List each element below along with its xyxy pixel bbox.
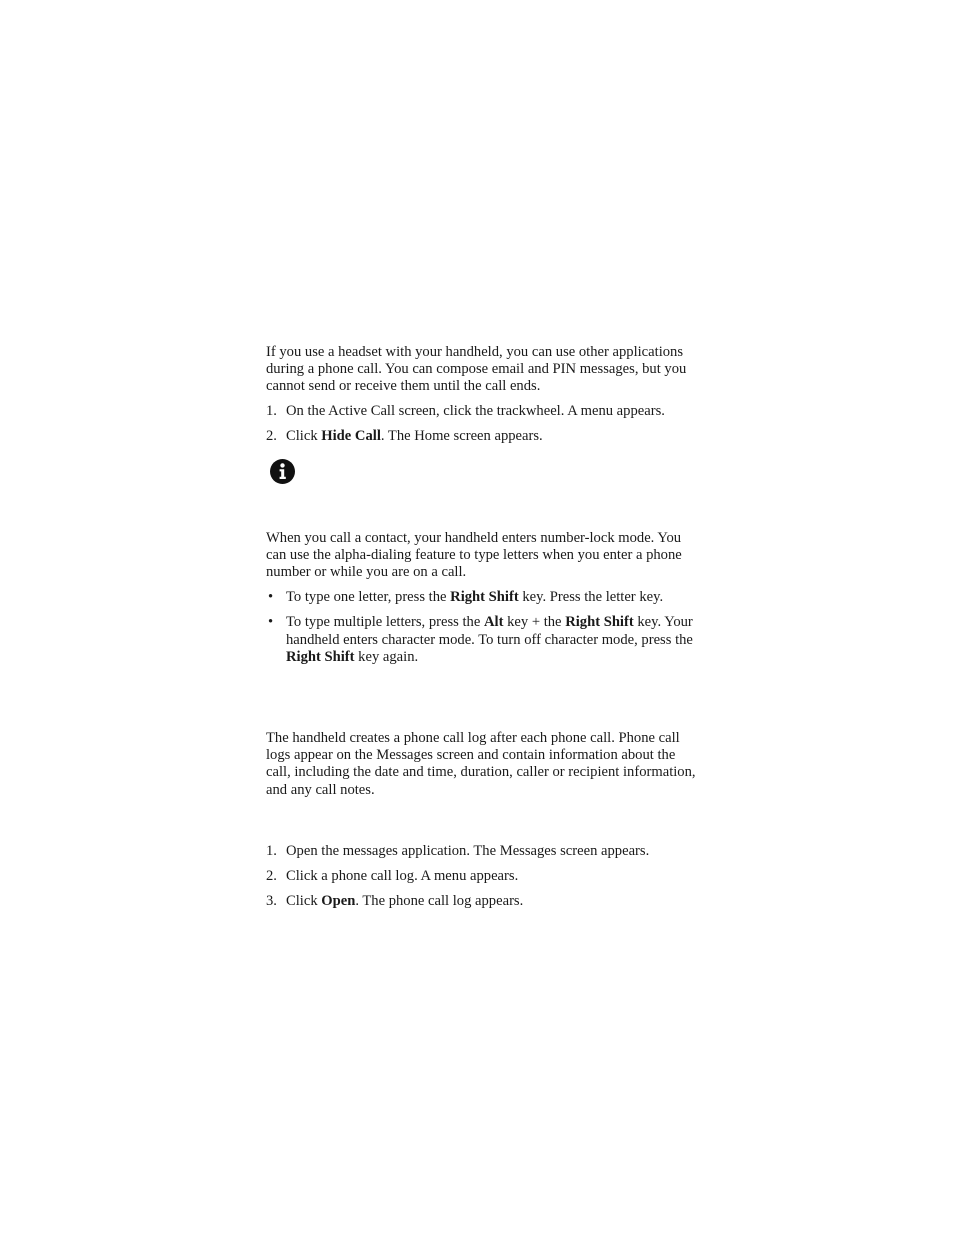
- paragraph-text: When you call a contact, your handheld enters number-lock mode. You can use the alpha-dialing feature to type letters when you enter a phone number or while you are on a call.: [266, 530, 682, 581]
- bullet-text-part: key. Press the letter key.: [518, 589, 664, 605]
- bullet-text-part: key + the: [503, 614, 566, 630]
- key-name: Alt: [483, 614, 504, 630]
- step-number: 2.: [266, 428, 277, 444]
- bullet-text-part: To type multiple letters, press the: [286, 614, 484, 630]
- list-item: [266, 614, 696, 667]
- call-log-paragraph: [266, 730, 696, 799]
- list-item: [266, 589, 696, 607]
- list-item: [266, 403, 696, 421]
- bullet-text-part: key. Your handheld enters character mode. To turn off character mode, press the: [286, 614, 693, 648]
- bullet-marker: •: [268, 614, 274, 630]
- step-text-part: On the Active Call screen, click the trackwheel. A menu appears.: [286, 403, 665, 419]
- step-text: [286, 403, 696, 421]
- step-text-part: . The phone call log appears.: [355, 893, 524, 909]
- step-text: [286, 428, 696, 446]
- step-number: 3.: [266, 893, 277, 909]
- headset-paragraph: [266, 344, 696, 396]
- key-name: Right Shift: [286, 649, 355, 666]
- bullet-text: [286, 589, 696, 607]
- step-text-part: . The Home screen appears.: [380, 428, 543, 444]
- step-text-part: Click a phone call log. A menu appears.: [286, 868, 519, 884]
- step-number: 1.: [266, 403, 277, 419]
- key-name: Right Shift: [565, 614, 634, 630]
- paragraph-text: If you use a headset with your handheld, you can use other applications during a phone call. You can compose email and PIN messages, but you cannot send or receive them until the call ends.: [266, 344, 687, 395]
- key-name: Right Shift: [450, 589, 519, 605]
- bullet-text-part: To type one letter, press the: [286, 589, 451, 605]
- bullet-text-part: key again.: [354, 649, 419, 666]
- list-item: [266, 843, 696, 861]
- step-text-part: Click: [286, 893, 322, 909]
- list-item: [266, 428, 696, 446]
- info-icon: [269, 458, 296, 485]
- step-text: [286, 893, 696, 911]
- step-text: [286, 843, 696, 861]
- bullet-text: [286, 614, 696, 667]
- step-number: 1.: [266, 843, 277, 859]
- alpha-dialing-paragraph: [266, 530, 696, 582]
- step-text-part: Open the messages application. The Messages screen appears.: [286, 843, 650, 859]
- step-text: [286, 868, 696, 886]
- step-number: 2.: [266, 868, 277, 884]
- step-text-part: Click: [286, 428, 322, 444]
- paragraph-text: The handheld creates a phone call log after each phone call. Phone call logs appear on the Messages screen and contain information about the call, including the date and time, duration, caller or recipient information, and any call notes.: [266, 730, 696, 798]
- list-item: [266, 868, 696, 886]
- command-name: Hide Call: [321, 428, 381, 444]
- bullet-marker: •: [268, 589, 274, 605]
- list-item: [266, 893, 696, 911]
- command-name: Open: [321, 893, 356, 909]
